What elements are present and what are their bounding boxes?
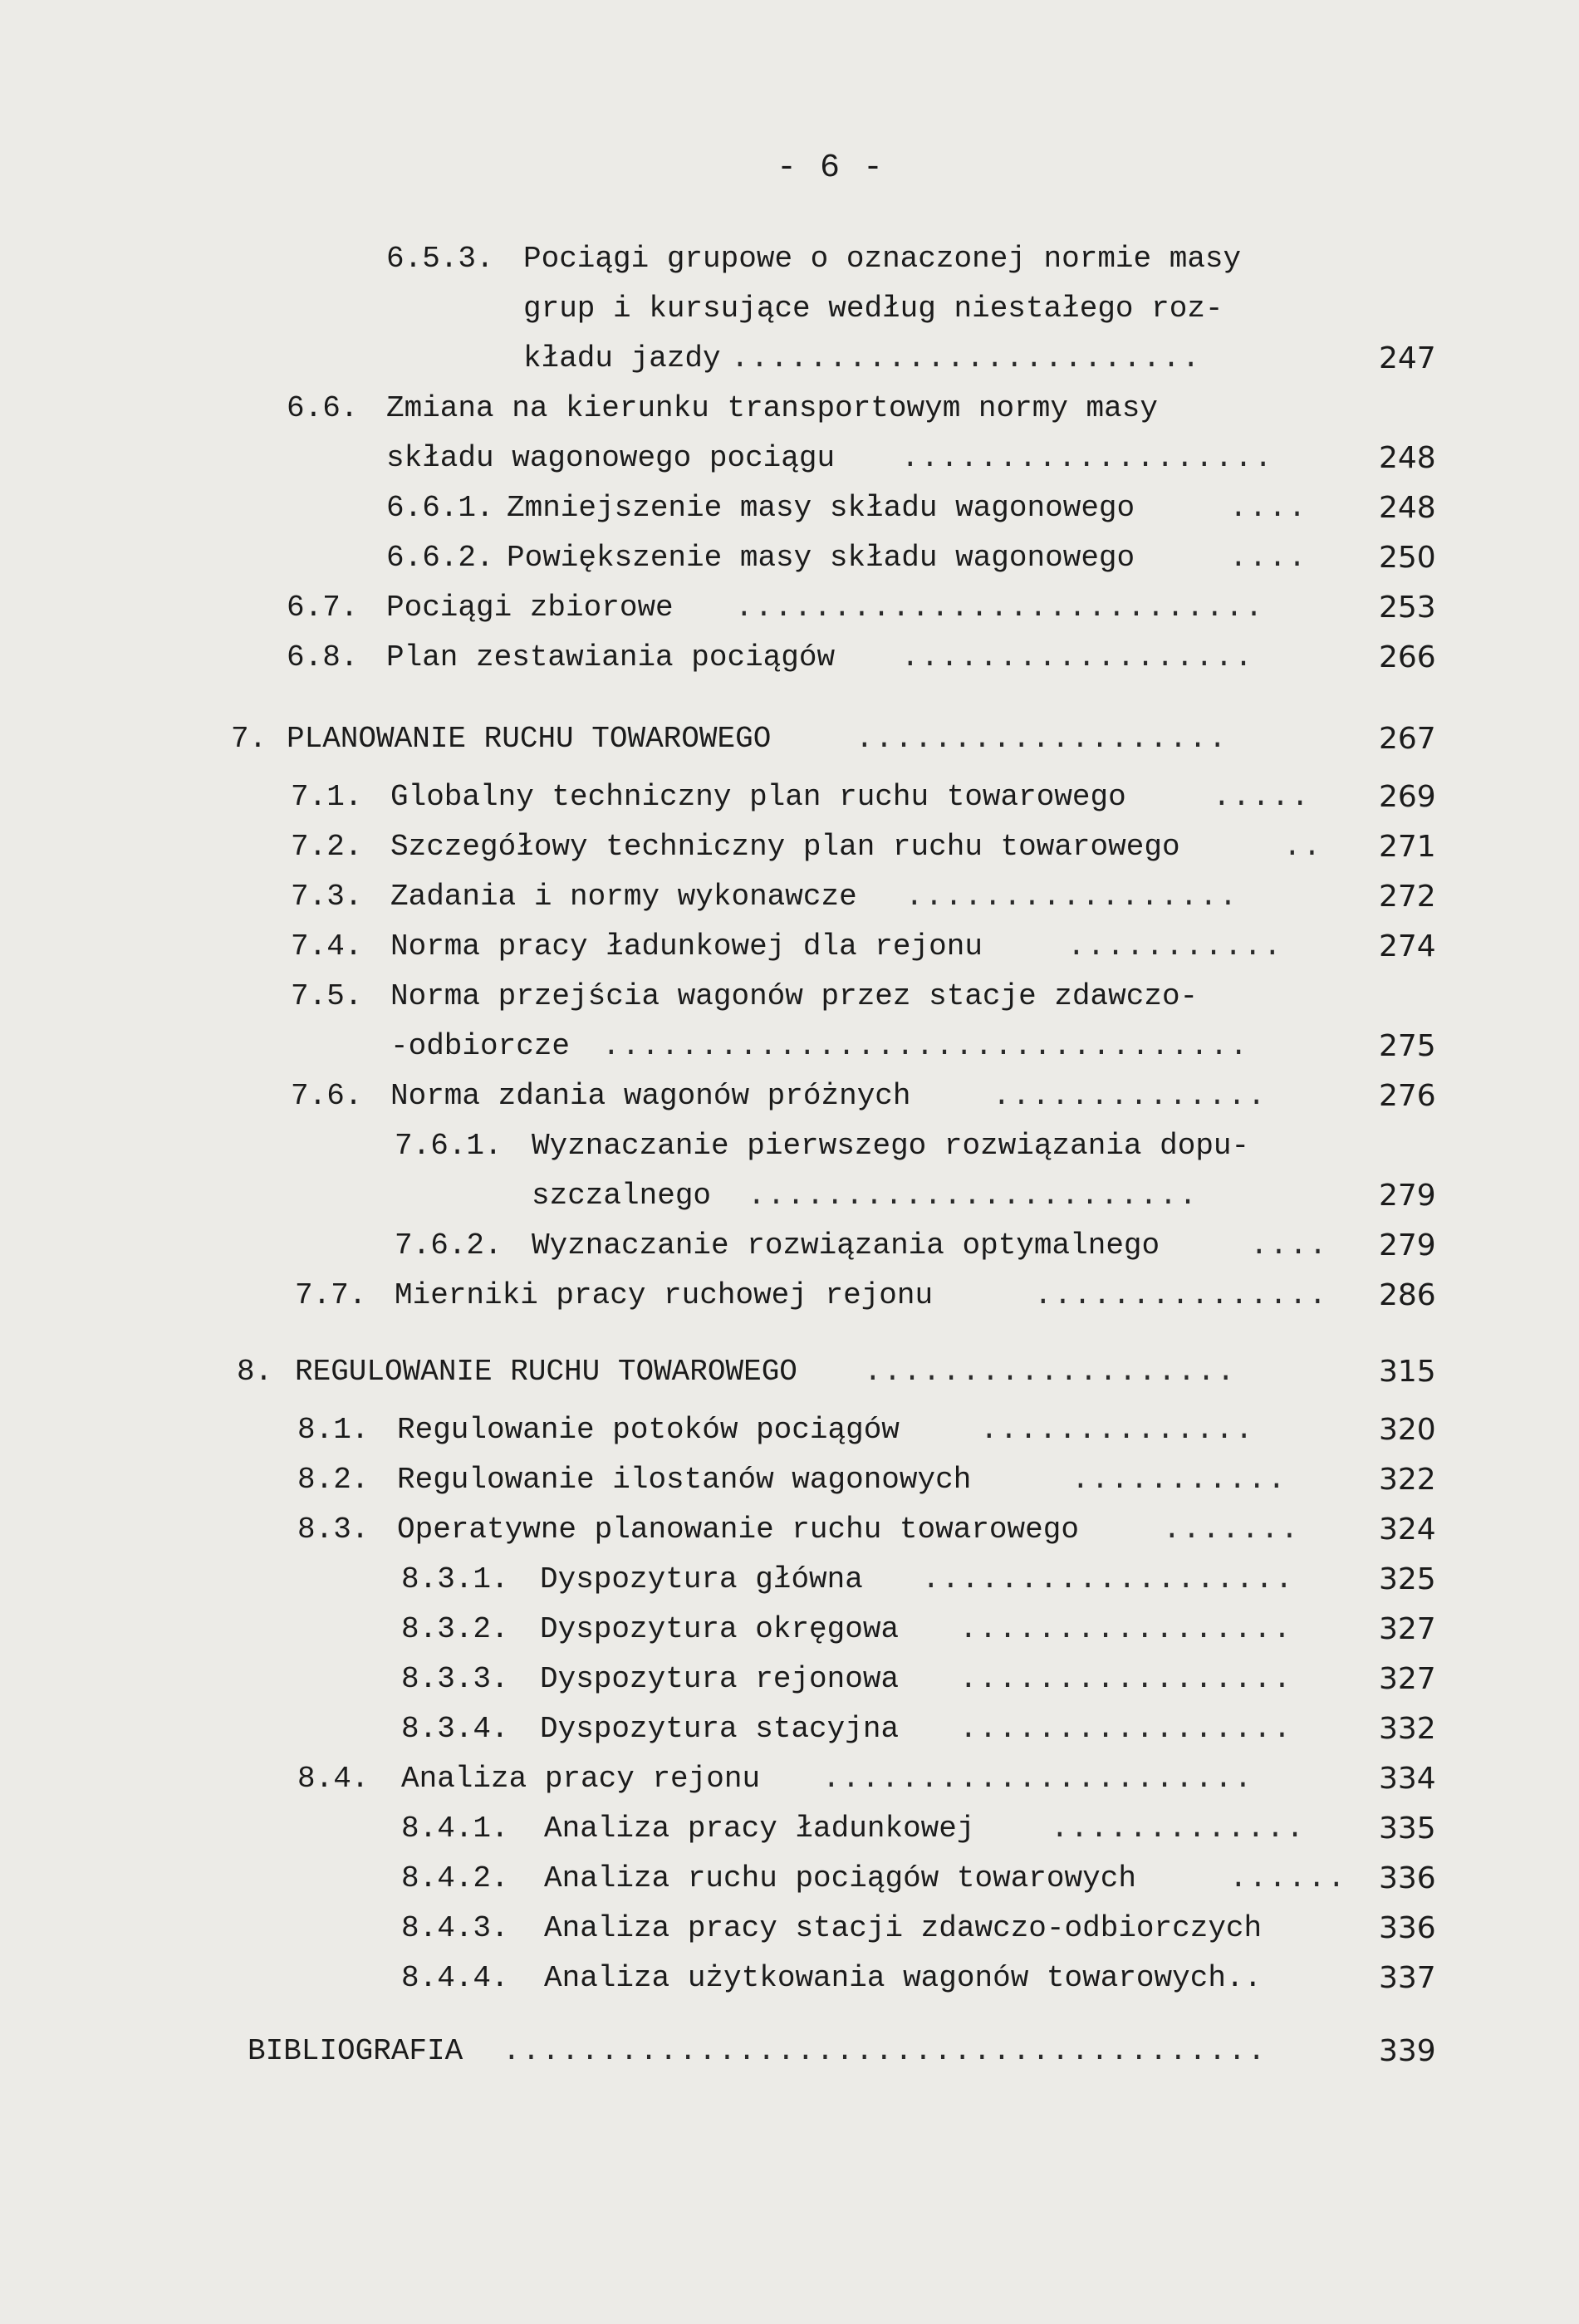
toc-entry-number: 8.3.4.	[401, 1712, 509, 1746]
toc-page-number: 339	[1379, 2034, 1436, 2068]
toc-entry-number: 7.7.	[295, 1278, 367, 1312]
toc-entry-number: 7.4.	[291, 929, 363, 963]
toc-leader-dots: ...........................	[735, 591, 1265, 625]
toc-entry-title: Pociągi zbiorowe	[386, 591, 674, 625]
toc-entry-title: Zadania i normy wykonawcze	[390, 880, 857, 914]
toc-entry-number: 7.2.	[291, 830, 363, 864]
toc-entry-title: Dyspozytura stacyjna	[540, 1712, 900, 1746]
toc-entry-title: Zmiana na kierunku transportowym normy masy	[386, 391, 1158, 425]
toc-leader-dots: .................	[959, 1612, 1293, 1646]
toc-leader-dots: ....	[1250, 1228, 1329, 1263]
toc-entry-title: kładu jazdy	[523, 341, 721, 375]
toc-entry	[0, 1271, 1579, 1321]
toc-leader-dots: ......................	[822, 1762, 1254, 1796]
toc-entry-title: Powiększenie masy składu wagonowego	[507, 541, 1135, 575]
toc-page-number: 274	[1379, 929, 1436, 963]
toc-entry-title: Regulowanie potoków pociągów	[397, 1413, 900, 1447]
toc-entry	[0, 1121, 1579, 1171]
toc-chapter	[0, 714, 1579, 764]
toc-entry	[0, 1505, 1579, 1555]
toc-entry	[0, 1754, 1579, 1804]
toc-page-number: 250	[1379, 541, 1436, 575]
toc-entry-number: 7.5.	[291, 979, 363, 1013]
toc-entry-number: 8.4.2.	[401, 1861, 509, 1895]
toc-page-number: 248	[1379, 441, 1436, 475]
toc-entry-title: Wyznaczanie rozwiązania optymalnego	[532, 1228, 1160, 1263]
toc-entry-title: Plan zestawiania pociągów	[386, 640, 836, 674]
toc-page-number: 327	[1379, 1662, 1436, 1696]
toc-entry	[0, 1071, 1579, 1121]
toc-leader-dots: ..................	[901, 640, 1254, 674]
toc-entry-number: 8.3.2.	[401, 1612, 509, 1646]
toc-entry-title: Analiza pracy rejonu	[401, 1762, 761, 1796]
toc-page-number: 275	[1379, 1029, 1436, 1063]
toc-leader-dots: .......................	[748, 1179, 1199, 1213]
toc-entry	[0, 234, 1579, 284]
toc-leader-dots: ...................	[864, 1355, 1237, 1389]
toc-entry-title: -odbiorcze	[390, 1029, 571, 1063]
toc-entry	[0, 772, 1579, 822]
toc-page-number: 267	[1379, 722, 1436, 756]
toc-entry	[0, 922, 1579, 972]
toc-leader-dots: .......	[1163, 1513, 1301, 1547]
toc-leader-dots: ...........	[1071, 1463, 1287, 1497]
toc-entry-continuation	[0, 1022, 1579, 1071]
toc-entry	[0, 1704, 1579, 1754]
toc-page-number: 266	[1379, 640, 1436, 674]
toc-entry-title: grup i kursujące według niestałego roz-	[523, 292, 1223, 326]
toc-entry	[0, 972, 1579, 1022]
toc-entry	[0, 483, 1579, 533]
toc-entry-number: 7.6.	[291, 1079, 363, 1113]
toc-leader-dots: .................	[959, 1712, 1293, 1746]
toc-leader-dots: .................................	[602, 1029, 1249, 1063]
toc-page-number: 324	[1379, 1513, 1436, 1547]
toc-entry	[0, 1605, 1579, 1655]
toc-entry	[0, 822, 1579, 872]
toc-page-number: 325	[1379, 1562, 1436, 1596]
toc-page-number: 320	[1379, 1413, 1436, 1447]
toc-leader-dots: ...................	[922, 1562, 1295, 1596]
toc-page-number: 332	[1379, 1712, 1436, 1746]
toc-entry	[0, 583, 1579, 633]
toc-entry	[0, 1555, 1579, 1605]
toc-entry-number: 6.6.2.	[386, 541, 494, 575]
toc-leader-dots: .......................................	[503, 2034, 1268, 2068]
toc-page-number: 272	[1379, 880, 1436, 914]
toc-leader-dots: ...................	[901, 441, 1274, 475]
toc-entry-number: 7.1.	[291, 780, 363, 814]
toc-entry-title: składu wagonowego pociągu	[386, 441, 836, 475]
toc-entry	[0, 533, 1579, 583]
toc-page-number: 336	[1379, 1911, 1436, 1945]
toc-entry	[0, 1221, 1579, 1271]
toc-entry-number: 6.7.	[287, 591, 359, 625]
toc-page-number: 279	[1379, 1179, 1436, 1213]
toc-leader-dots: .............	[1051, 1812, 1306, 1846]
toc-leader-dots: .....	[1213, 780, 1312, 814]
toc-entry-title: Globalny techniczny plan ruchu towarowego	[390, 780, 1126, 814]
toc-page-number: 276	[1379, 1079, 1436, 1113]
toc-page-number: 253	[1379, 591, 1436, 625]
toc-leader-dots: ....	[1229, 491, 1308, 525]
toc-page-number: 269	[1379, 780, 1436, 814]
toc-page-number: 315	[1379, 1355, 1436, 1389]
toc-entry-number: 8.4.3.	[401, 1911, 509, 1945]
toc-page-number: 337	[1379, 1961, 1436, 1995]
toc-page-number: 322	[1379, 1463, 1436, 1497]
toc-entry-title: Dyspozytura główna	[540, 1562, 863, 1596]
toc-entry-title: Analiza pracy stacji zdawczo-odbiorczych	[544, 1911, 1263, 1945]
toc-leader-dots: ........................	[731, 341, 1202, 375]
toc-entry	[0, 633, 1579, 683]
toc-entry-title: BIBLIOGRAFIA	[248, 2034, 463, 2068]
toc-entry-number: 8.1.	[297, 1413, 370, 1447]
toc-entry-title: REGULOWANIE RUCHU TOWAROWEGO	[295, 1355, 797, 1389]
toc-entry	[0, 1904, 1579, 1954]
toc-page-number: 247	[1379, 341, 1436, 375]
toc-entry-continuation	[0, 1171, 1579, 1221]
toc-leader-dots: .................	[959, 1662, 1293, 1696]
toc-entry-number: 7.	[231, 722, 267, 756]
toc-page-number: 279	[1379, 1228, 1436, 1263]
toc-entry	[0, 1655, 1579, 1704]
toc-entry-continuation	[0, 434, 1579, 483]
toc-entry-number: 6.8.	[287, 640, 359, 674]
toc-entry-title: Norma przejścia wagonów przez stacje zdawczo-	[390, 979, 1199, 1013]
toc-entry-title: Norma pracy ładunkowej dla rejonu	[390, 929, 983, 963]
toc-entry	[0, 872, 1579, 922]
toc-leader-dots: .................	[905, 880, 1239, 914]
toc-page-number: 286	[1379, 1278, 1436, 1312]
toc-entry-title: Mierniki pracy ruchowej rejonu	[395, 1278, 934, 1312]
toc-leader-dots: ......	[1229, 1861, 1347, 1895]
toc-entry-number: 8.3.	[297, 1513, 370, 1547]
toc-entry-title: Pociągi grupowe o oznaczonej normie masy	[523, 242, 1242, 276]
page-number: - 6 -	[776, 150, 885, 187]
toc-entry-number: 8.2.	[297, 1463, 370, 1497]
toc-entry-number: 8.3.1.	[401, 1562, 509, 1596]
toc-entry-title: Analiza ruchu pociągów towarowych	[544, 1861, 1136, 1895]
toc-leader-dots: ..............	[993, 1079, 1268, 1113]
toc-entry-title: Dyspozytura okręgowa	[540, 1612, 900, 1646]
toc-entry-title: Analiza użytkowania wagonów towarowych..	[544, 1961, 1263, 1995]
toc-entry-title: Analiza pracy ładunkowej	[544, 1812, 975, 1846]
toc-entry-title: Norma zdania wagonów próżnych	[390, 1079, 911, 1113]
toc-page-number: 271	[1379, 830, 1436, 864]
toc-entry-title: Dyspozytura rejonowa	[540, 1662, 900, 1696]
toc-entry-title: PLANOWANIE RUCHU TOWAROWEGO	[287, 722, 772, 756]
toc-chapter	[0, 1347, 1579, 1397]
toc-chapter	[0, 2027, 1579, 2076]
toc-entry-number: 8.3.3.	[401, 1662, 509, 1696]
toc-entry-number: 8.4.4.	[401, 1961, 509, 1995]
toc-page-number: 335	[1379, 1812, 1436, 1846]
toc-leader-dots: ...................	[856, 722, 1228, 756]
toc-entry-number: 6.6.1.	[386, 491, 494, 525]
toc-page-number: 327	[1379, 1612, 1436, 1646]
toc-entry	[0, 1854, 1579, 1904]
toc-entry-number: 8.	[237, 1355, 273, 1389]
toc-entry	[0, 384, 1579, 434]
toc-entry-number: 8.4.1.	[401, 1812, 509, 1846]
toc-page-number: 334	[1379, 1762, 1436, 1796]
toc-entry-number: 6.5.3.	[386, 242, 494, 276]
toc-leader-dots: ..	[1283, 830, 1323, 864]
toc-leader-dots: ....	[1229, 541, 1308, 575]
toc-entry-number: 7.6.1.	[395, 1129, 503, 1163]
toc-page-number: 248	[1379, 491, 1436, 525]
toc-entry	[0, 1954, 1579, 2003]
toc-entry-continuation	[0, 334, 1579, 384]
toc-entry-title: Szczegółowy techniczny plan ruchu towarowego	[390, 830, 1180, 864]
toc-entry	[0, 1455, 1579, 1505]
toc-entry-title: szczalnego	[532, 1179, 712, 1213]
toc-entry-title: Operatywne planowanie ruchu towarowego	[397, 1513, 1079, 1547]
toc-leader-dots: ...............	[1034, 1278, 1329, 1312]
toc-leader-dots: ...........	[1067, 929, 1283, 963]
toc-entry-number: 7.3.	[291, 880, 363, 914]
toc-leader-dots: ..............	[980, 1413, 1255, 1447]
toc-entry-continuation	[0, 284, 1579, 334]
toc-entry	[0, 1405, 1579, 1455]
toc-entry-title: Wyznaczanie pierwszego rozwiązania dopu-	[532, 1129, 1250, 1163]
toc-entry-number: 7.6.2.	[395, 1228, 503, 1263]
toc-entry-number: 6.6.	[287, 391, 359, 425]
toc-entry-number: 8.4.	[297, 1762, 370, 1796]
toc-entry	[0, 1804, 1579, 1854]
toc-entry-title: Regulowanie ilostanów wagonowych	[397, 1463, 972, 1497]
toc-page-number: 336	[1379, 1861, 1436, 1895]
toc-entry-title: Zmniejszenie masy składu wagonowego	[507, 491, 1135, 525]
